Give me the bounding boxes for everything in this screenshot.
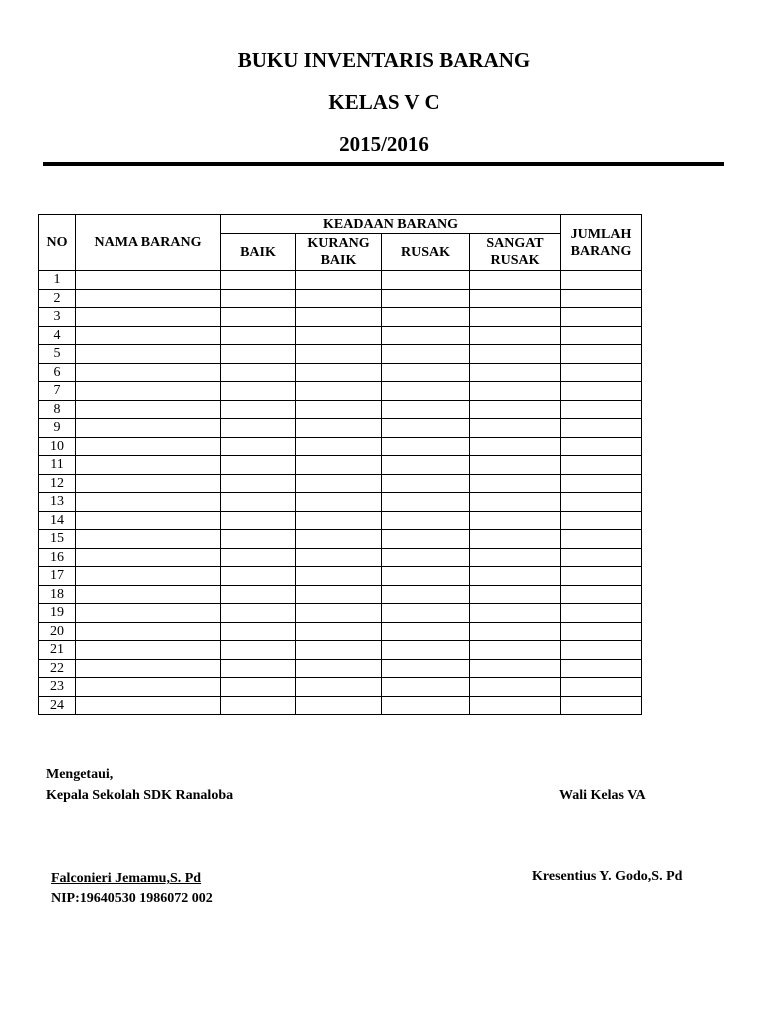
table-cell xyxy=(382,548,470,567)
header-no: NO xyxy=(39,215,76,271)
table-row xyxy=(39,622,642,641)
row-number: 10 xyxy=(39,437,76,456)
table-cell xyxy=(76,530,221,549)
table-cell xyxy=(296,548,382,567)
table-cell xyxy=(221,345,296,364)
table-cell xyxy=(470,456,561,475)
row-number: 5 xyxy=(39,345,76,364)
table-cell xyxy=(382,474,470,493)
table-cell xyxy=(470,326,561,345)
table-cell xyxy=(382,289,470,308)
table-cell xyxy=(76,641,221,660)
table-cell xyxy=(470,548,561,567)
table-cell xyxy=(561,326,642,345)
table-cell xyxy=(561,678,642,697)
year-title: 2015/2016 xyxy=(339,132,429,156)
table-cell xyxy=(296,567,382,586)
row-number: 12 xyxy=(39,474,76,493)
table-row xyxy=(39,363,642,382)
table-cell xyxy=(221,604,296,623)
table-cell xyxy=(382,567,470,586)
table-cell xyxy=(561,641,642,660)
table-cell xyxy=(76,382,221,401)
table-cell xyxy=(296,382,382,401)
table-cell xyxy=(470,585,561,604)
table-cell xyxy=(382,585,470,604)
table-cell xyxy=(561,382,642,401)
table-cell xyxy=(296,678,382,697)
table-cell xyxy=(382,604,470,623)
table-cell xyxy=(76,456,221,475)
table-cell xyxy=(470,345,561,364)
table-cell xyxy=(76,271,221,290)
table-cell xyxy=(221,511,296,530)
table-cell xyxy=(76,400,221,419)
table-cell xyxy=(470,400,561,419)
table-cell xyxy=(470,382,561,401)
document-title: BUKU INVENTARIS BARANG xyxy=(237,48,531,72)
table-cell xyxy=(221,289,296,308)
table-row xyxy=(39,567,642,586)
table-cell xyxy=(470,530,561,549)
table-cell xyxy=(221,400,296,419)
table-cell xyxy=(221,419,296,438)
table-cell xyxy=(76,622,221,641)
table-cell xyxy=(470,696,561,715)
table-row xyxy=(39,474,642,493)
table-row xyxy=(39,585,642,604)
table-cell xyxy=(382,400,470,419)
row-number: 3 xyxy=(39,308,76,327)
table-cell xyxy=(221,641,296,660)
row-number: 21 xyxy=(39,641,76,660)
row-number: 2 xyxy=(39,289,76,308)
table-cell xyxy=(382,641,470,660)
row-number: 22 xyxy=(39,659,76,678)
table-row xyxy=(39,696,642,715)
row-number: 18 xyxy=(39,585,76,604)
table-cell xyxy=(382,308,470,327)
table-cell xyxy=(221,678,296,697)
row-number: 11 xyxy=(39,456,76,475)
row-number: 19 xyxy=(39,604,76,623)
table-cell xyxy=(470,474,561,493)
table-cell xyxy=(221,308,296,327)
table-row xyxy=(39,326,642,345)
table-cell xyxy=(221,696,296,715)
table-cell xyxy=(470,567,561,586)
table-row xyxy=(39,419,642,438)
table-cell xyxy=(561,604,642,623)
table-cell xyxy=(221,363,296,382)
table-cell xyxy=(221,271,296,290)
table-cell xyxy=(470,289,561,308)
table-cell xyxy=(561,400,642,419)
table-cell xyxy=(470,622,561,641)
table-cell xyxy=(382,678,470,697)
table-cell xyxy=(296,419,382,438)
table-cell xyxy=(561,456,642,475)
table-row xyxy=(39,345,642,364)
table-cell xyxy=(561,622,642,641)
table-cell xyxy=(296,696,382,715)
table-cell xyxy=(76,567,221,586)
table-cell xyxy=(221,585,296,604)
table-cell xyxy=(470,511,561,530)
table-cell xyxy=(561,419,642,438)
row-number: 8 xyxy=(39,400,76,419)
table-cell xyxy=(561,308,642,327)
inventory-table xyxy=(38,214,642,715)
table-cell xyxy=(382,659,470,678)
table-body xyxy=(39,271,642,715)
table-cell xyxy=(221,567,296,586)
table-cell xyxy=(561,437,642,456)
row-number: 20 xyxy=(39,622,76,641)
table-cell xyxy=(561,363,642,382)
table-cell xyxy=(296,511,382,530)
table-cell xyxy=(221,659,296,678)
table-cell xyxy=(76,289,221,308)
header-nama-barang: NAMA BARANG xyxy=(76,215,221,271)
header-kurang-baik: KURANG BAIK xyxy=(296,234,382,271)
title-rule xyxy=(43,162,724,166)
table-cell xyxy=(76,585,221,604)
table-cell xyxy=(561,585,642,604)
table-cell xyxy=(470,308,561,327)
table-cell xyxy=(221,530,296,549)
table-cell xyxy=(561,696,642,715)
table-cell xyxy=(296,289,382,308)
table-cell xyxy=(296,363,382,382)
table-cell xyxy=(561,511,642,530)
homeroom-teacher-title: Wali Kelas VA xyxy=(559,788,646,803)
table-cell xyxy=(382,696,470,715)
table-cell xyxy=(561,493,642,512)
table-cell xyxy=(382,456,470,475)
table-cell xyxy=(296,474,382,493)
table-cell xyxy=(76,437,221,456)
table-cell xyxy=(296,271,382,290)
header-baik: BAIK xyxy=(221,234,296,271)
table-cell xyxy=(470,419,561,438)
table-cell xyxy=(470,493,561,512)
table-cell xyxy=(221,493,296,512)
table-cell xyxy=(561,474,642,493)
table-cell xyxy=(382,326,470,345)
table-cell xyxy=(470,678,561,697)
header-sangat-rusak: SANGAT RUSAK xyxy=(470,234,561,271)
table-cell xyxy=(382,493,470,512)
table-cell xyxy=(296,456,382,475)
table-cell xyxy=(382,437,470,456)
table-row xyxy=(39,548,642,567)
table-row xyxy=(39,493,642,512)
table-cell xyxy=(221,548,296,567)
table-cell xyxy=(76,659,221,678)
table-cell xyxy=(76,308,221,327)
row-number: 9 xyxy=(39,419,76,438)
table-cell xyxy=(76,696,221,715)
principal-nip: NIP:19640530 1986072 002 xyxy=(51,891,213,906)
table-cell xyxy=(296,641,382,660)
table-cell xyxy=(221,474,296,493)
class-title: KELAS V C xyxy=(328,90,440,114)
row-number: 6 xyxy=(39,363,76,382)
table-cell xyxy=(76,548,221,567)
table-row xyxy=(39,400,642,419)
table-cell xyxy=(561,530,642,549)
table-row xyxy=(39,382,642,401)
table-cell xyxy=(76,419,221,438)
table-row xyxy=(39,308,642,327)
row-number: 16 xyxy=(39,548,76,567)
header-keadaan-barang: KEADAAN BARANG xyxy=(221,215,561,234)
acknowledged-label: Mengetaui, xyxy=(46,767,114,782)
table-cell xyxy=(470,659,561,678)
row-number: 4 xyxy=(39,326,76,345)
table-cell xyxy=(296,308,382,327)
table-cell xyxy=(470,641,561,660)
table-cell xyxy=(382,363,470,382)
table-cell xyxy=(76,345,221,364)
table-row xyxy=(39,456,642,475)
table-cell xyxy=(382,622,470,641)
table-cell xyxy=(470,271,561,290)
table-cell xyxy=(470,437,561,456)
row-number: 15 xyxy=(39,530,76,549)
table-cell xyxy=(76,678,221,697)
table-cell xyxy=(221,437,296,456)
table-cell xyxy=(76,474,221,493)
principal-name: Falconieri Jemamu,S. Pd xyxy=(51,871,202,886)
row-number: 17 xyxy=(39,567,76,586)
table-row xyxy=(39,530,642,549)
table-cell xyxy=(221,382,296,401)
table-cell xyxy=(561,345,642,364)
table-cell xyxy=(296,326,382,345)
table-cell xyxy=(76,493,221,512)
row-number: 24 xyxy=(39,696,76,715)
table-cell xyxy=(296,604,382,623)
principal-title: Kepala Sekolah SDK Ranaloba xyxy=(46,788,234,803)
homeroom-teacher-name: Kresentius Y. Godo,S. Pd xyxy=(532,869,683,884)
table-cell xyxy=(382,382,470,401)
table-cell xyxy=(382,530,470,549)
table-row xyxy=(39,271,642,290)
header-jumlah-barang: JUMLAH BARANG xyxy=(561,215,642,271)
table-cell xyxy=(382,271,470,290)
table-cell xyxy=(221,456,296,475)
table-cell xyxy=(296,585,382,604)
table-row xyxy=(39,678,642,697)
table-cell xyxy=(296,437,382,456)
row-number: 1 xyxy=(39,271,76,290)
table-cell xyxy=(561,567,642,586)
table-cell xyxy=(561,289,642,308)
header-rusak: RUSAK xyxy=(382,234,470,271)
table-row xyxy=(39,659,642,678)
table-cell xyxy=(296,345,382,364)
table-cell xyxy=(561,659,642,678)
table-cell xyxy=(296,493,382,512)
table-cell xyxy=(382,419,470,438)
row-number: 14 xyxy=(39,511,76,530)
table-cell xyxy=(561,548,642,567)
table-cell xyxy=(296,530,382,549)
table-cell xyxy=(296,400,382,419)
table-cell xyxy=(76,326,221,345)
table-cell xyxy=(76,604,221,623)
table-cell xyxy=(561,271,642,290)
row-number: 13 xyxy=(39,493,76,512)
table-row xyxy=(39,289,642,308)
table-cell xyxy=(382,345,470,364)
table-cell xyxy=(470,363,561,382)
table-cell xyxy=(382,511,470,530)
table-row xyxy=(39,604,642,623)
table-cell xyxy=(76,363,221,382)
table-row xyxy=(39,641,642,660)
table-cell xyxy=(221,622,296,641)
table-cell xyxy=(470,604,561,623)
table-row xyxy=(39,511,642,530)
table-cell xyxy=(296,622,382,641)
table-cell xyxy=(221,326,296,345)
table-cell xyxy=(76,511,221,530)
row-number: 7 xyxy=(39,382,76,401)
row-number: 23 xyxy=(39,678,76,697)
table-row xyxy=(39,437,642,456)
table-cell xyxy=(296,659,382,678)
